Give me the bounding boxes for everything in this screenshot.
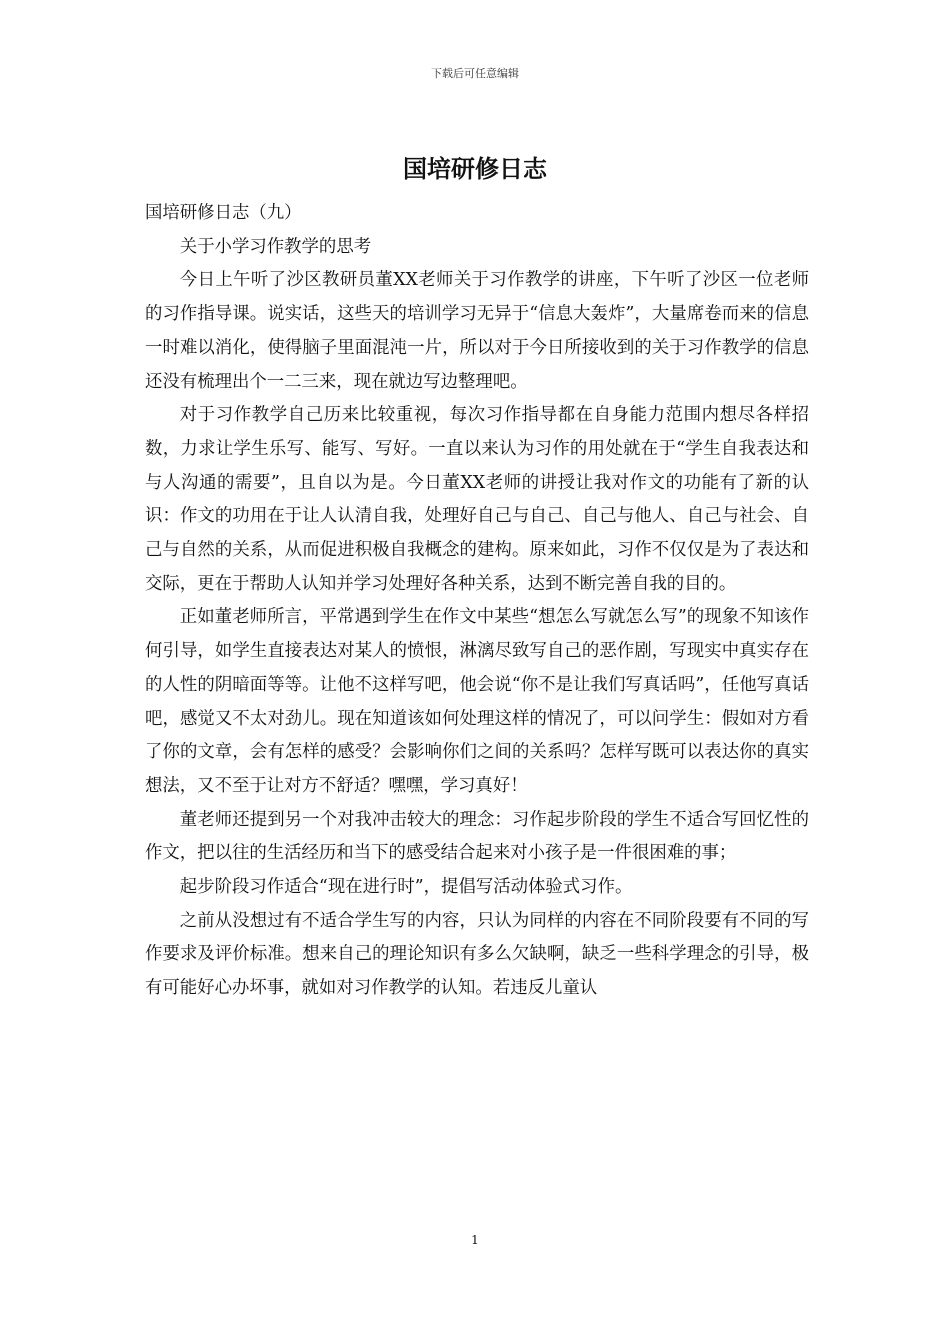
document-title: 国培研修日志 [403,154,547,183]
paragraph-4: 董老师还提到另一个对我冲击较大的理念：习作起步阶段的学生不适合写回忆性的作文，把以往的生活经历和当下的感受结合起来对小孩子是一件很困难的事； [145,809,809,864]
page-header-note: 下载后可任意编辑 [431,67,519,80]
document-topic: 关于小学习作教学的思考 [179,236,372,257]
page-number: 1 [471,1233,479,1247]
paragraph-6: 之前从没想过有不适合学生写的内容，只认为同样的内容在不同阶段要有不同的写作要求及评价标准。想来自己的理论知识有多么欠缺啊，缺乏一些科学理念的引导，极有可能好心办坏事，就如对习作教学的认知。若违反儿童认 [145,910,809,999]
paragraph-2: 对于习作教学自己历来比较重视，每次习作指导都在自身能力范围内想尽各样招数，力求让学生乐写、能写、写好。一直以来认为习作的用处就在于“学生自我表达和与人沟通的需要”，且自以为是。今日董XX老师的讲授让我对作文的功能有了新的认识：作文的功用在于让人认清自我，处理好自己与自己、自己与他人、自己与社会、自己与自然的关系，从而促进积极自我概念的建构。原来如此，习作不仅仅是为了表达和交际，更在于帮助人认知并学习处理好各种关系，达到不断完善自我的目的。 [145,405,809,594]
paragraph-5: 起步阶段习作适合“现在进行时”，提倡写活动体验式习作。 [179,877,633,898]
paragraph-3: 正如董老师所言，平常遇到学生在作文中某些“想怎么写就怎么写”的现象不知该作何引导，如学生直接表达对某人的愤恨，淋漓尽致写自己的恶作剧，写现实中真实存在的人性的阴暗面等等。让他不这样写吧，他会说“你不是让我们写真话吗”，任他写真话吧，感觉又不太对劲儿。现在知道该如何处理这样的情况了，可以问学生：假如对方看了你的文章，会有怎样的感受？会影响你们之间的关系吗？怎样写既可以表达你的真实想法，又不至于让对方不舒适？嘿嘿，学习真好！ [145,607,809,796]
document-body [145,197,809,1006]
document-subtitle: 国培研修日志（九） [145,203,302,223]
paragraph-1: 今日上午听了沙区教研员董XX老师关于习作教学的讲座，下午听了沙区一位老师的习作指导课。说实话，这些天的培训学习无异于“信息大轰炸”，大量席卷而来的信息一时难以消化，使得脑子里面混沌一片，所以对于今日所接收到的关于习作教学的信息还没有梳理出个一二三来，现在就边写边整理吧。 [145,270,809,392]
